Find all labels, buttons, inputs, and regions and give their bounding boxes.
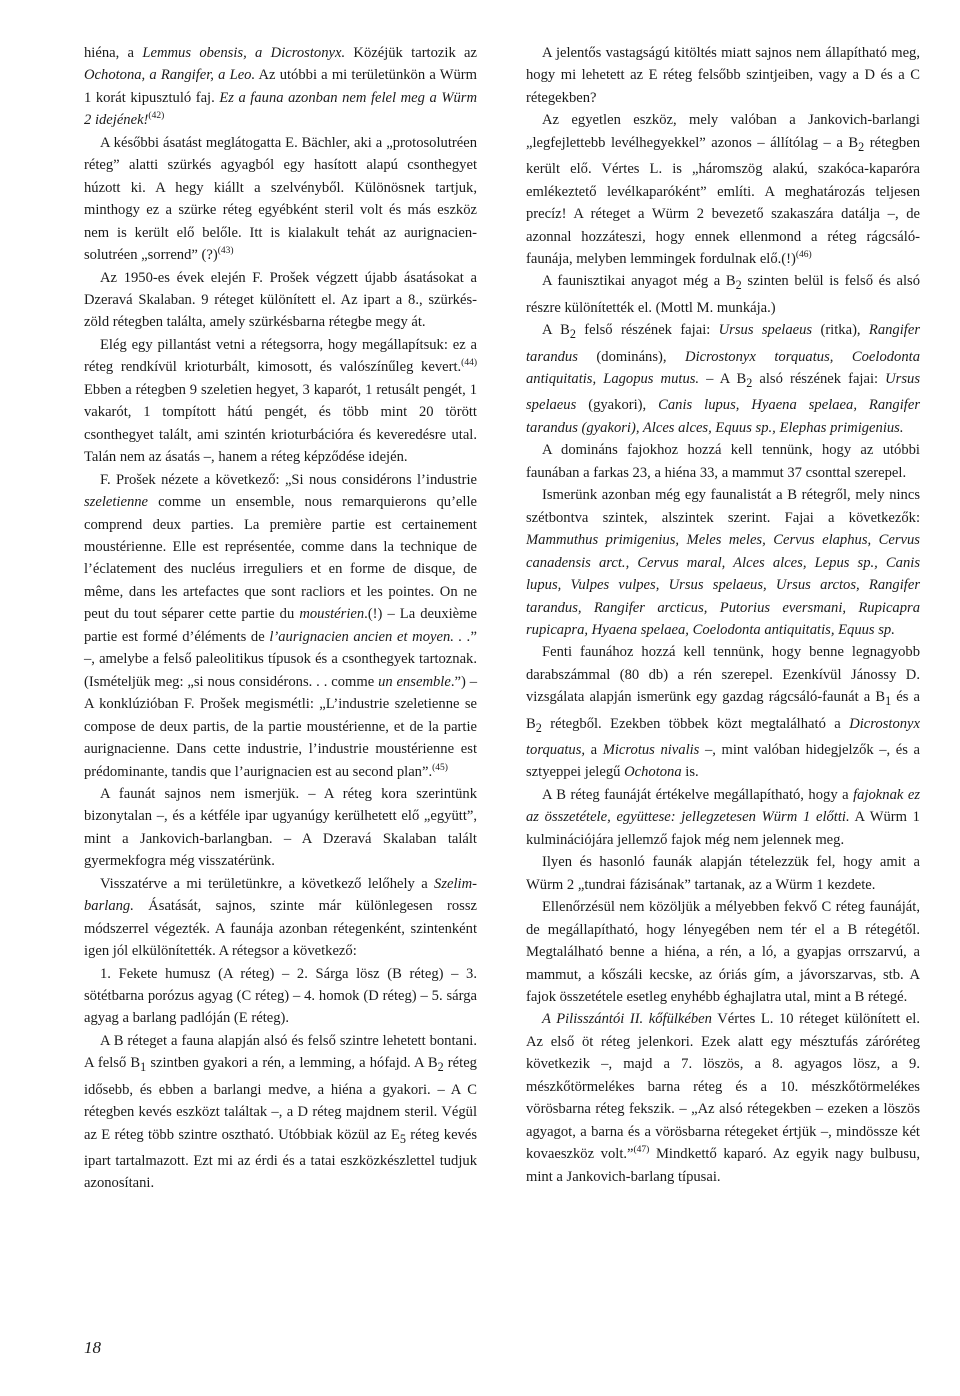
paragraph: Az egyetlen eszköz, mely valóban a Jankovich-barlangi „legfejlettebb levélhegyekkel” azonos – állítólag – a $B_2$ rétegben került elő. Vértes L. is „háromszög alakú, szakóca-kaparóra emlékeztető levélkaparóként” említi. A meghatározás teljesen precíz! A réteget a Würm 2 bevezető szakaszára datálja –, de azonnal hozzáteszi, hogy ennek ellenmond a réteg rágcsáló-faunája, melyben lemmingek fordulnak elő.(!)$^{(46)}$ xyxy=(526,112,920,267)
paragraph-continued: hiéna, a Lemmus obensis, a Dicrostonyx. Közéjük tartozik az Ochotona, a Rangifer, a Leo. Az utóbbi a mi területünkön a Würm 1 korát kipusztuló faj. Ez a fauna azonban nem felel meg a Würm 2 idejének!$^{(42)}$ xyxy=(84,45,478,129)
paragraph: A B réteget a fauna alapján alsó és felső szintre lehetett bontani. A felső $B_1$ szintben gyakori a rén, a lemming, a hófajd. A $B_2$ réteg idősebb, és ebben a barlangi medve, a hiéna a gyakori. – A C rétegben kevés eszközt találtak –, a D réteg majdnem steril. Végül az E réteg több szintre osztható. Utóbbiak közül az $E_5$ réteg kevés ipart tartalmazott. Ezt mi az érdi és a tatai eszközkészlettel tudjuk azonosítani. xyxy=(84,1032,477,1192)
paragraph: A B réteg faunáját értékelve megállapítható, hogy a fajoknak ez az összetétele, együttese: jellegzetesen Würm 1 előtti. A Würm 1 kulminációjára jellemző fajok még nem jelennek meg. xyxy=(526,786,920,848)
paragraph: Ilyen és hasonló faunák alapján tételezzük fel, hogy amit a Würm 2 „tundrai fázisának” tartanak, az a Würm 1 kezdete. xyxy=(526,854,920,893)
paragraph: A $B_2$ felső részének fajai: Ursus spelaeus (ritka), Rangifer tarandus (domináns), Dicrostonyx torquatus, Coelodonta antiquitatis, Lagopus mutus. – A $B_2$ alsó részének fajai: Ursus spelaeus (gyakori), Canis lupus, Hyaena spelaea, Rangifer tarandus (gyakori), Alces alces, Equus sp., Elephas primigenius. xyxy=(526,322,921,436)
paragraph: Ellenőrzésül nem közöljük a mélyebben fekvő C réteg faunáját, de megállapítható, hogy lényegében nem tér el a B rétegétől. Megtalálható benne a hiéna, a rén, a ló, a gyapjas orrszarvú, a mammut, a kőszáli kecske, az óriás gím, a jávorszarvas, stb. A fajok összetétele esetleg enyhébb éghajlatra utal, mint a B rétegé. xyxy=(526,899,920,1006)
page-number: 18 xyxy=(84,1338,101,1357)
paragraph: Fenti faunához hozzá kell tennünk, hogy benne legnagyobb darabszámmal (80 db) a rén szerepel. Ezenkívül Jánossy D. vizsgálata alapján ismerünk egy gazdag rágcsáló-faunát a $B_1$ és a $B_2$ rétegből. Ezekben többek közt megtalálható a Dicrostonyx torquatus, a Microtus nivalis –, mint valóban hidegjelzők –, és a sztyeppei jelegű Ochotona is. xyxy=(526,644,920,781)
left-text-column xyxy=(84,42,477,1195)
paragraph: Az 1950-es évek elején F. Prošek végzett újabb ásatásokat a Dzeravá Skalaban. 9 réteget különített el. Az ipart a 8., szürkés-zöld rétegben találta, amely szürkésbarna rétegbe megy át. xyxy=(84,269,477,331)
paragraph: A faunisztikai anyagot még a $B_2$ szinten belül is felső és alsó részre különítették el. (Mottl M. munkája.) xyxy=(526,273,920,316)
paragraph: A faunát sajnos nem ismerjük. – A réteg kora szerintünk bizonytalan –, és a kétféle ipar ugyanúgy kerülhetett elő „együtt”, mint a Jankovich-barlangban. – A Dzeravá Skalaban talált gyermekfogra még visszatérünk. xyxy=(84,785,477,870)
paragraph: Visszatérve a mi területünkre, a következő lelőhely a Szelim-barlang. Ásatását, sajnos, szinte már különlegesen rossz módszerrel végezték. A faunája azonban rétegenként, szintenként igen jól elkülönítették. A rétegsor a következő: xyxy=(84,875,477,960)
paragraph: Ismerünk azonban még egy faunalistát a B rétegről, mely nincs szétbontva szintek, alszintek szerint. Fajai a következők: Mammuthus primigenius, Meles meles, Cervus elaphus, Cervus canadensis arct., Cervus maral, Alces alces, Lepus sp., Canis lupus, Vulpes vulpes, Ursus spelaeus, Ursus arctos, Rangifer tarandus, Rangifer arcticus, Putorius eversmani, Rupicapra rupicapra, Hyaena spelaea, Coelodonta antiquitatis, Equus sp. xyxy=(526,487,920,638)
paragraph: A domináns fajokhoz hozzá kell tennünk, hogy az utóbbi faunában a farkas 23, a hiéna 33, a mammut 37 csonttal szerepel. xyxy=(526,442,920,481)
paragraph: A Pilisszántói II. kőfülkében Vértes L. 10 réteget különített el. Az első öt réteg jelenkori. Ezek alatt egy mésztufás záróréteg következik –, majd a 7. löszös, a 8. agyagos lösz, a 9. mészkőtörmelékes barna réteg és a 10. mészkőtörmelékes vörösbarna réteg fekszik. – „Az alsó rétegekben – ezeken a löszös agyagot, a barna és a vörösbarna rétegeket értjük –, mindössze két kovaeszköz volt.”$^{(47)}$ Mindkettő kaparó. Az egyik nagy bulbusu, mint a Jankovich-barlang típusai. xyxy=(526,1011,920,1185)
right-text-column xyxy=(526,42,920,1188)
paragraph: F. Prošek nézete a következő: „Si nous considérons l’industrie szeletienne comme un ensemble, nous remarquierons qu’elle comprend deux parties. La première partie est certainement moustérienne. Elle est représentée, comme dans la technique de l’éclatement des nucléus irreguliers et en forme de disque, de même, dans les artefactes que sont racliors et les pointes. On ne peut du tout séparer cette partie du moustérien.(!) – La deuxième partie est formé d’éléments de l’aurignacien ancien et moyen. . .” –, amelybe a felső paleolitikus típusok és a csonthegyek tartoznak. (Ismételjük meg: „si nous considérons. . . comme un ensemble.”) – A konklúzióban F. Prošek megismétli: „L’industrie szeletienne se compose de deux partis, de la partie moustérienne, et de la partie aurignacienne. Dans cette industrie, l’industrie moustérienne est prédominante, tandis que l’aurignacien est au second plan”.$^{(45)}$ xyxy=(84,471,478,780)
paragraph: A későbbi ásatást meglátogatta E. Bächler, aki a „protosolutréen réteg” alatti szürkés agyagból egy hasított alapú csonthegyet húzott ki. A hegy kiállt a szelvényből. Különösnek tartjuk, minthogy ez a szürke réteg egyébként steril volt és más eszköz nem is került elő belőle. Itt is kialakult tehát az aurignacien-solutréen „sorrend” (?)$^{(43)}$ xyxy=(84,134,477,264)
paragraph: Elég egy pillantást vetni a rétegsorra, hogy megállapítsuk: ez a réteg rendkívül krioturbált, kimosott, és valószínűleg kevert.$^{(44)}$ Ebben a rétegben 9 szeletien hegyet, 3 kaparót, 1 retusált pengét, 1 vakarót, 1 tompított hátú pengét, és több mint 20 törött csonthegyet talált, ami szintén krioturbációra és keveredésre utal. Talán nem az ásatás –, hanem a réteg képződése idején. xyxy=(84,336,477,466)
paragraph: A jelentős vastagságú kitöltés miatt sajnos nem állapítható meg, hogy mi lehetett az E réteg felsőbb szintjeiben, vagy a D és a C rétegekben? xyxy=(526,45,920,106)
paragraph: 1. Fekete humusz (A réteg) – 2. Sárga lösz (B réteg) – 3. sötétbarna porózus agyag (C réteg) – 4. homok (D réteg) – 5. sárga agyag a barlang padlóján (E réteg). xyxy=(84,965,477,1027)
